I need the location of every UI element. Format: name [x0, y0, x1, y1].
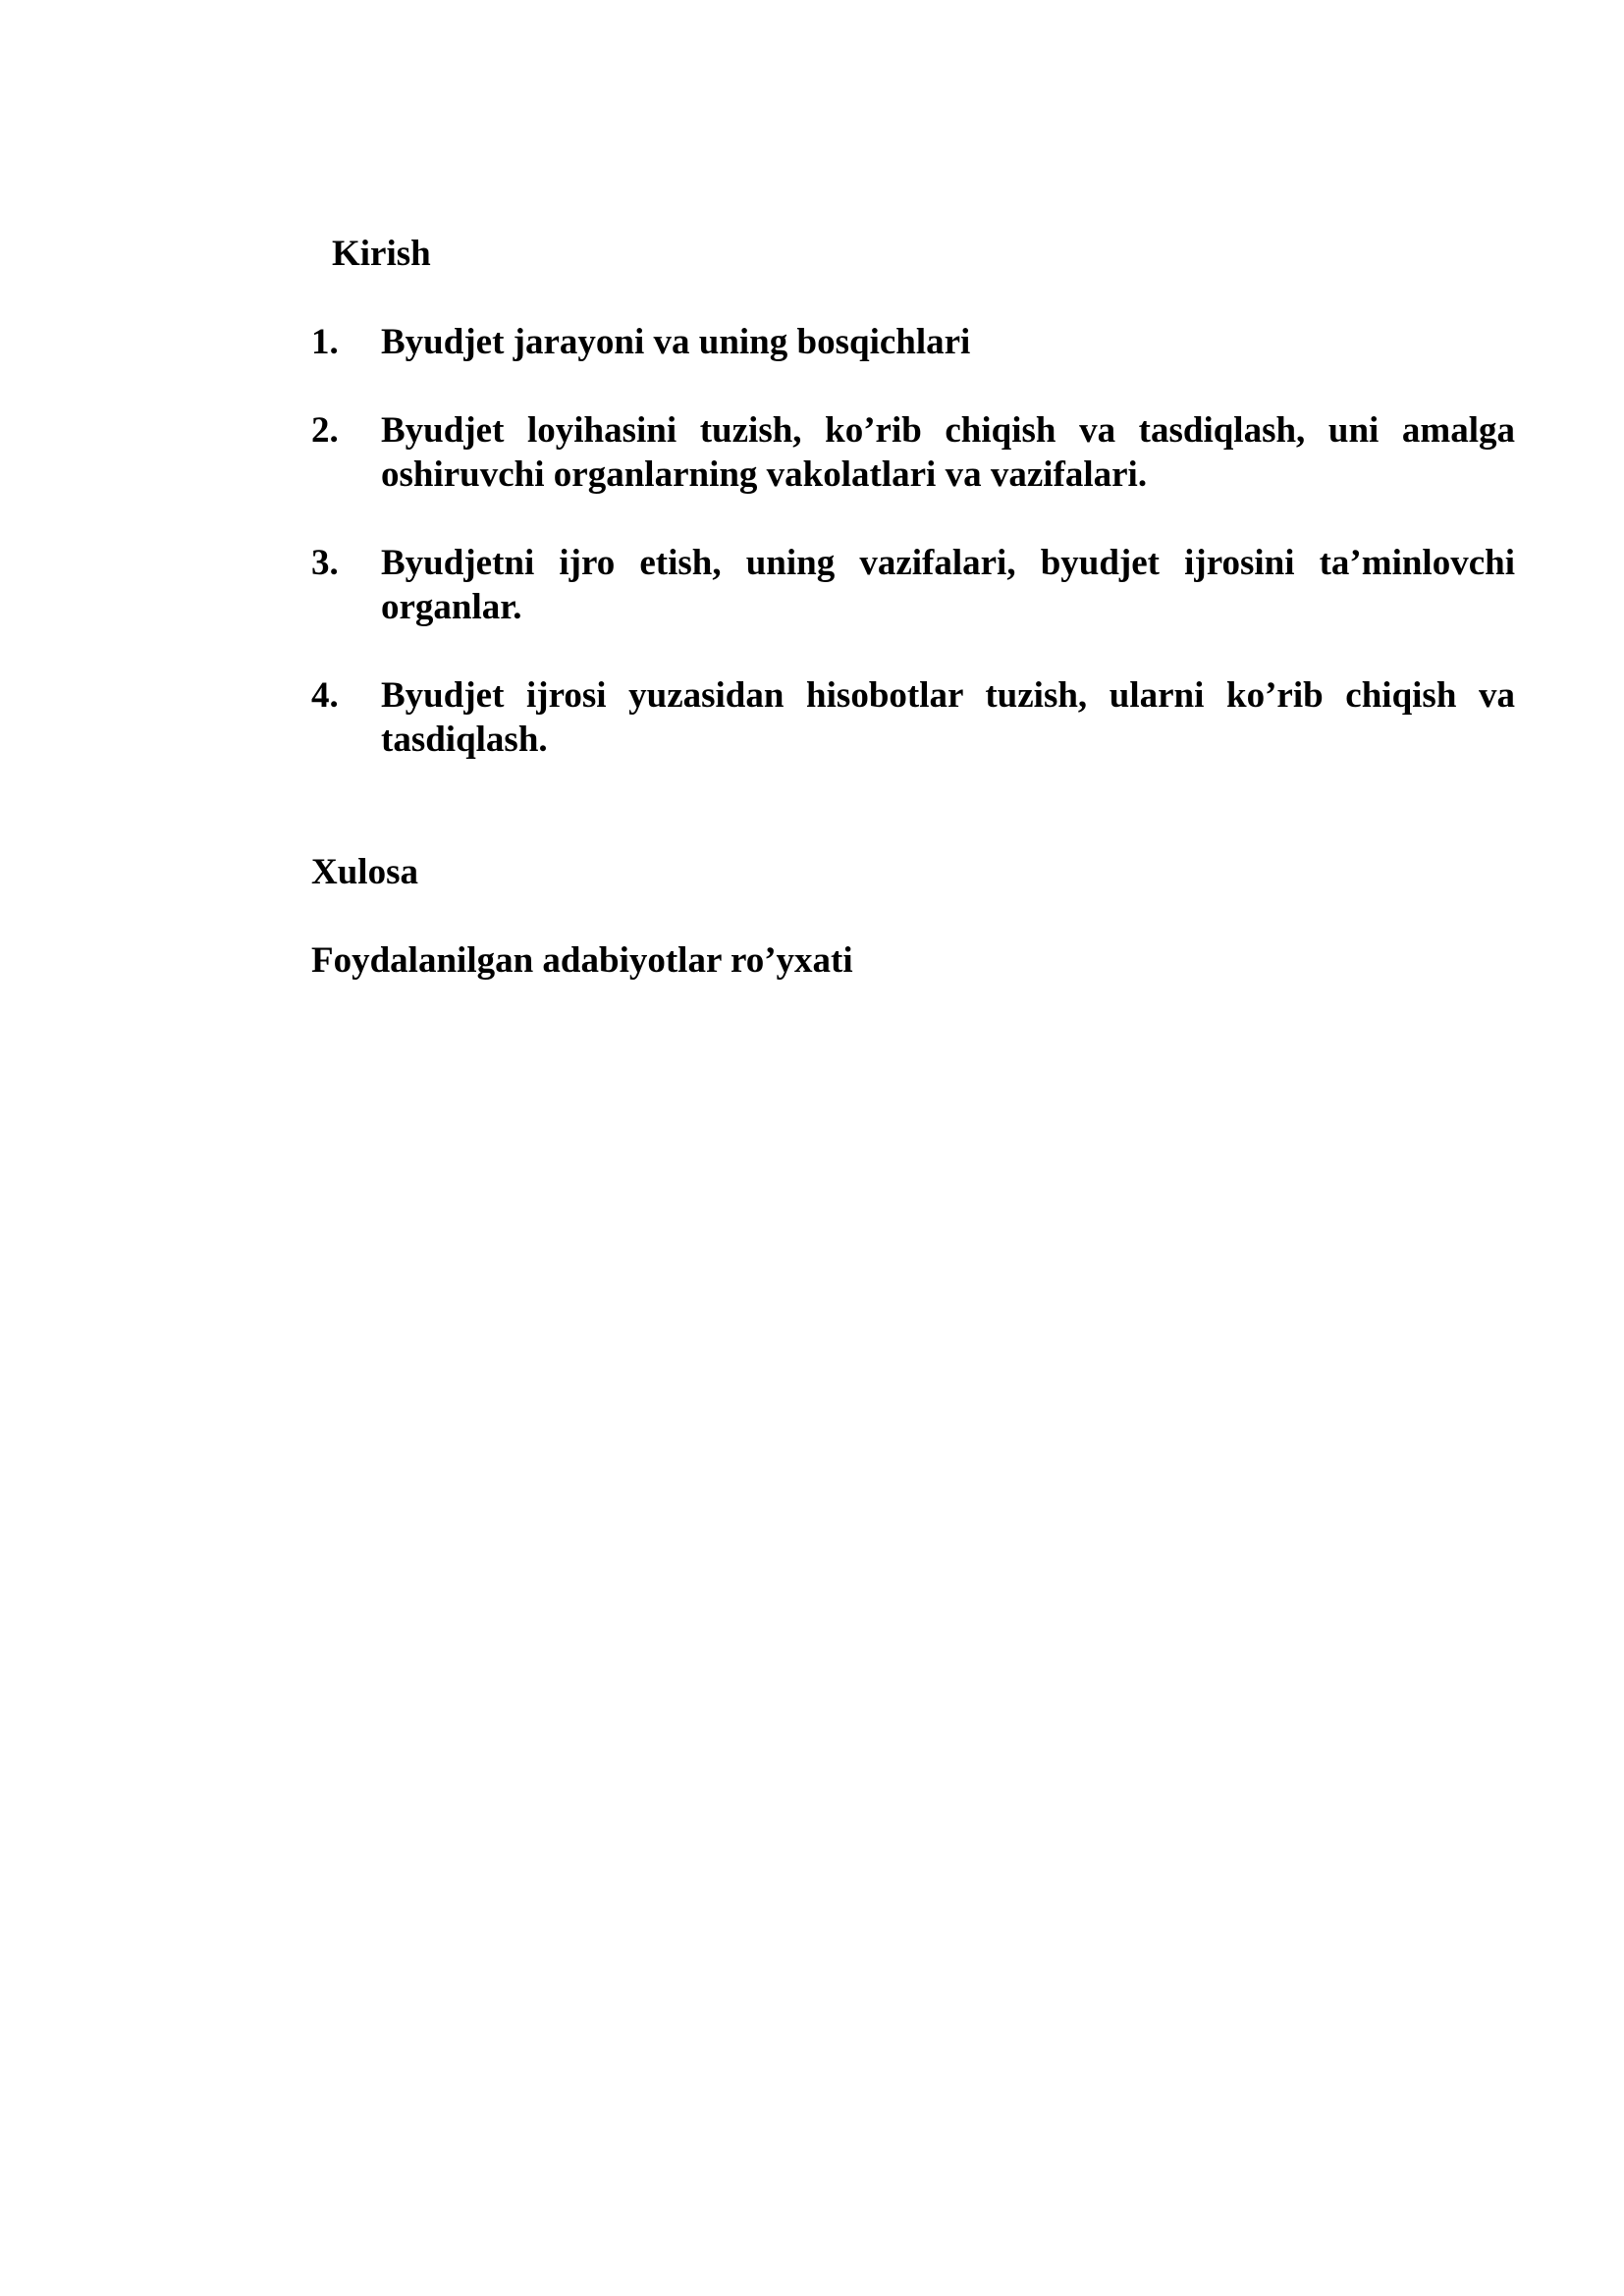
toc-item-number: 4.	[311, 675, 339, 716]
toc-item-number: 1.	[311, 322, 339, 362]
references-heading: Foydalanilgan adabiyotlar ro’yxati	[311, 940, 853, 981]
intro-heading: Kirish	[332, 234, 431, 274]
toc-item-text: Byudjet jarayoni va uning bosqichlari	[381, 322, 971, 362]
toc-item	[311, 673, 1515, 762]
table-of-contents	[311, 232, 1515, 983]
toc-item-text: Byudjetni ijro etish, uning vazifalari, byudjet ijrosini ta’minlovchi organlar.	[381, 543, 1515, 627]
toc-item-text: Byudjet ijrosi yuzasidan hisobotlar tuzish, ularni ko’rib chiqish va tasdiqlash.	[381, 675, 1515, 760]
conclusion-heading: Xulosa	[311, 852, 418, 892]
toc-list	[311, 320, 1515, 762]
toc-item	[311, 408, 1515, 497]
toc-item	[311, 541, 1515, 629]
toc-item	[311, 320, 1515, 364]
toc-item-text: Byudjet loyihasini tuzish, ko’rib chiqish va tasdiqlash, uni amalga oshiruvchi organlarning vakolatlari va vazifalari.	[381, 410, 1515, 495]
toc-item-number: 3.	[311, 543, 339, 583]
toc-item-number: 2.	[311, 410, 339, 451]
